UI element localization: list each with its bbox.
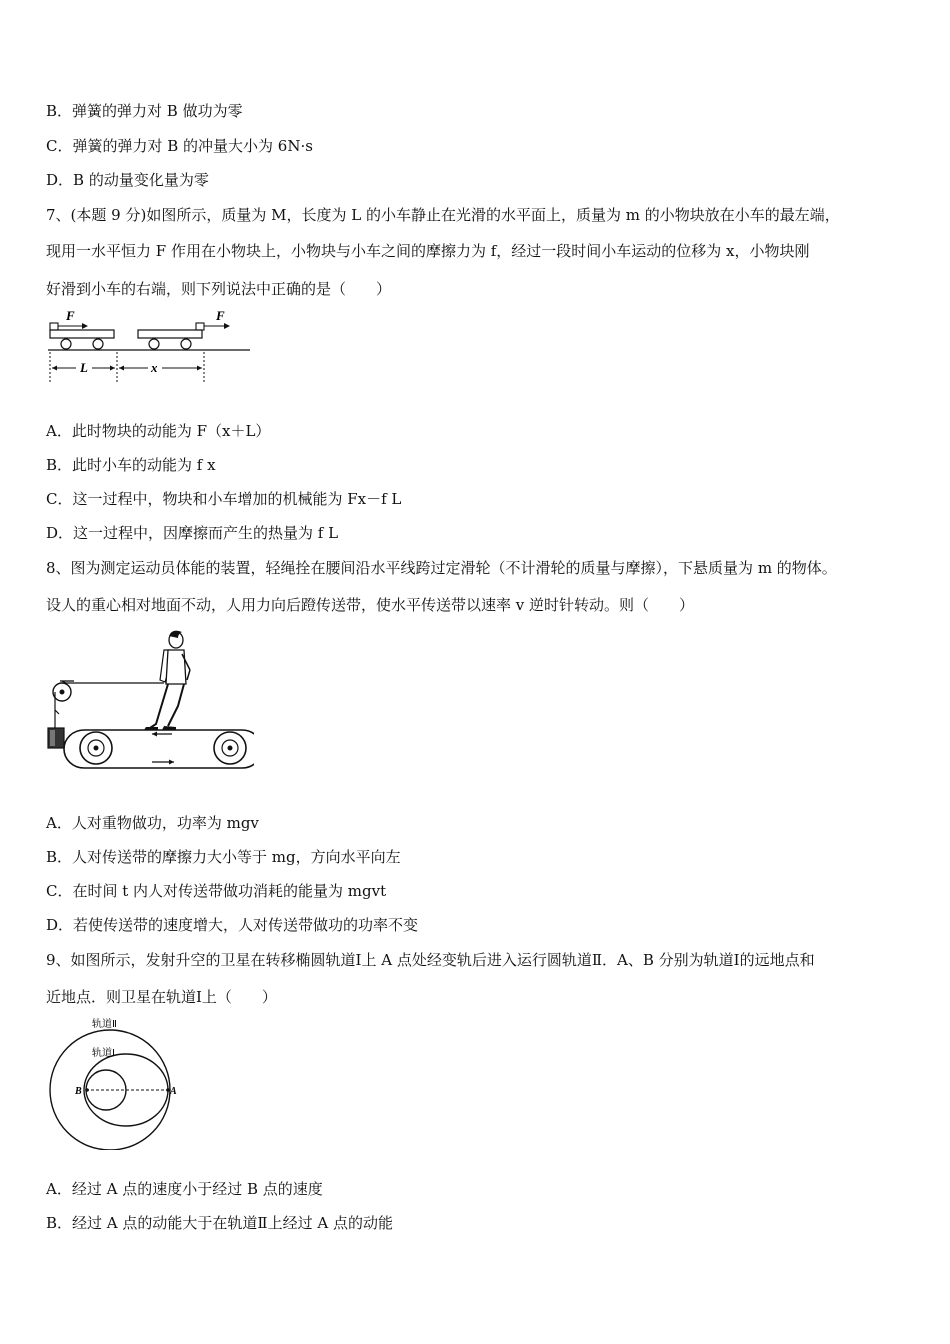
q8-stem-line2: 设人的重心相对地面不动，人用力向后蹬传送带，使水平传送带以速率 v 逆时针转动。则（ ） — [46, 596, 695, 614]
q7-option-d: D．这一过程中，因摩擦而产生的热量为 f L — [46, 524, 339, 542]
q7-stem-line2: 现用一水平恒力 F 作用在小物块上，小物块与小车之间的摩擦力为 f，经过一段时间小车运动的位移为 x，小物块刚 — [46, 242, 810, 260]
q7-force-label-left: F — [66, 308, 75, 323]
q8-option-b: B．人对传送带的摩擦力大小等于 mg，方向水平向左 — [46, 848, 401, 866]
q7-stem-line3: 好滑到小车的右端，则下列说法中正确的是（ ） — [46, 280, 392, 298]
q9-orbit1-label: 轨道Ⅰ — [92, 1048, 115, 1059]
q7-option-b: B．此时小车的动能为 f x — [46, 456, 216, 474]
q6-option-d: D．B 的动量变化量为零 — [46, 171, 209, 189]
q8-stem-line1: 8、图为测定运动员体能的装置，轻绳拴在腰间沿水平线跨过定滑轮（不计滑轮的质量与摩擦），下悬质量为 m 的物体。 — [46, 559, 837, 577]
q7-displacement-label: x — [151, 360, 158, 375]
q7-option-c: C．这一过程中，物块和小车增加的机械能为 Fx－f L — [46, 490, 402, 508]
q9-option-b: B．经过 A 点的动能大于在轨道Ⅱ上经过 A 点的动能 — [46, 1214, 393, 1232]
q7-length-label: L — [80, 360, 88, 375]
q9-stem-line2: 近地点．则卫星在轨道Ⅰ上（ ） — [46, 988, 277, 1006]
q7-stem-line1: 7、(本题 9 分)如图所示，质量为 M，长度为 L 的小车静止在光滑的水平面上，质量为 m 的小物块放在小车的最左端， — [46, 206, 840, 224]
q7-option-a: A．此时物块的动能为 F（x＋L） — [46, 422, 271, 440]
q7-cart-figure — [44, 308, 254, 386]
q9-orbit2-label: 轨道Ⅱ — [92, 1019, 117, 1030]
q8-treadmill-figure — [44, 626, 254, 776]
q8-option-d: D．若使传送带的速度增大，人对传送带做功的功率不变 — [46, 916, 419, 934]
q6-option-b: B．弹簧的弹力对 B 做功为零 — [46, 102, 243, 120]
q9-orbit-figure — [44, 1016, 184, 1150]
q7-force-label-right: F — [216, 308, 225, 323]
q9-option-a: A．经过 A 点的速度小于经过 B 点的速度 — [46, 1180, 323, 1198]
q8-option-c: C．在时间 t 内人对传送带做功消耗的能量为 mgvt — [46, 882, 387, 900]
q8-option-a: A．人对重物做功，功率为 mgv — [46, 814, 259, 832]
q6-option-c: C．弹簧的弹力对 B 的冲量大小为 6N·s — [46, 137, 313, 155]
q9-point-a-label: A — [170, 1086, 177, 1097]
q9-point-b-label: B — [75, 1086, 82, 1097]
q9-stem-line1: 9、如图所示，发射升空的卫星在转移椭圆轨道Ⅰ上 A 点处经变轨后进入运行圆轨道Ⅱ．A、B 分别为轨道Ⅰ的远地点和 — [46, 951, 815, 969]
